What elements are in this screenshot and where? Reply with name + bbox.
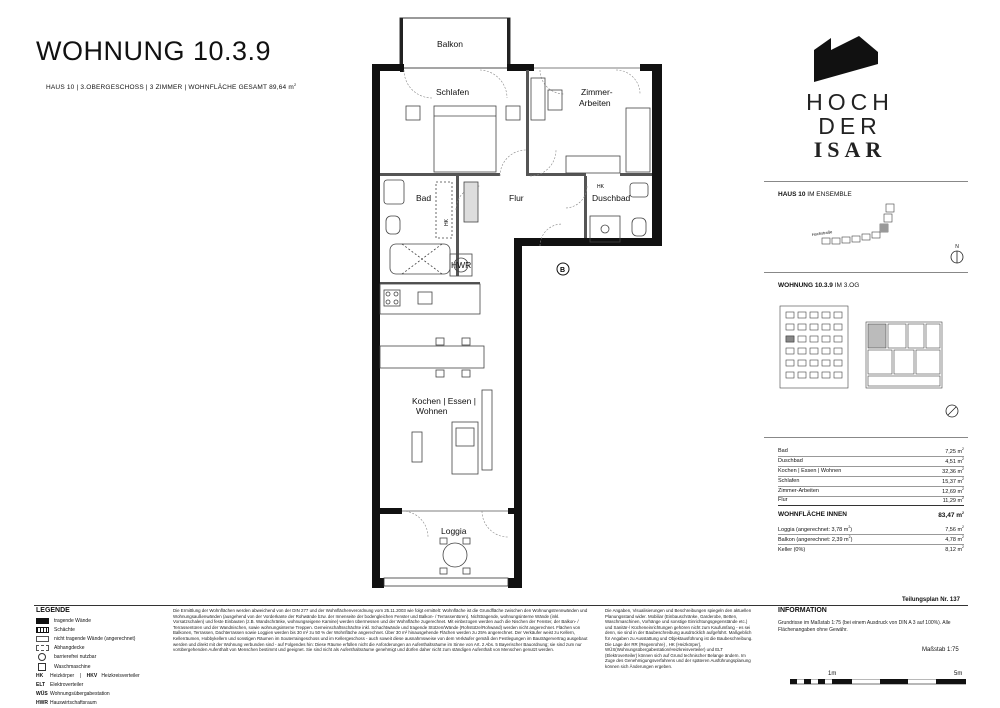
ensemble-heading: HAUS 10 IM ENSEMBLE bbox=[778, 191, 852, 198]
legend-item: nicht tragende Wände (angerechnet) bbox=[36, 634, 166, 643]
room-label-bad: Bad bbox=[416, 193, 432, 203]
area-row: Schlafen 15,37 $m^2$ bbox=[778, 476, 964, 487]
unit-subtitle: HAUS 10 | 3.OBERGESCHOSS | 3 ZIMMER | WOHNFLÄCHE GESAMT 89,64 $m^2$ bbox=[46, 82, 297, 92]
legend-item: HK Heizkörper | HKV Heizkreisverteiler bbox=[36, 672, 140, 679]
area-extra-row: Loggia (angerechnet: 3,78 $m^2$) 7,56 $m^2$ bbox=[778, 524, 964, 535]
room-label-kochen-1: Kochen | Essen | bbox=[412, 396, 476, 406]
room-label-balkon: Balkon bbox=[437, 39, 463, 49]
washing-machine-icon bbox=[38, 663, 46, 671]
area-row: Bad 7,25 $m^2$ bbox=[778, 446, 964, 457]
room-label-loggia: Loggia bbox=[441, 526, 467, 536]
scale-5m: 5m bbox=[954, 671, 963, 677]
load-bearing-walls bbox=[372, 64, 662, 588]
area-extra-row: Keller (0%) 8,12 $m^2$ bbox=[778, 545, 964, 553]
logo-text-der: DER bbox=[818, 113, 882, 139]
divider-1 bbox=[764, 181, 968, 182]
compass-icon bbox=[950, 250, 964, 264]
room-label-zimmer-2: Arbeiten bbox=[579, 98, 611, 108]
north-label: N bbox=[955, 244, 959, 250]
disclaimer-note: Die Angaben, Visualisierungen und Beschreibungen spiegeln den aktuellen Planungsstand wider. Mobiliar (Einbauschränke, Garderobe, Betten, Waschmaschinen, Vorhänge und sonstige Einrichtungsgegenstände etc.) und Sanitär-/ Kücheneinrichtungen gehören nicht zum Kaufumfang - es sei denn, sie sind in der Baubeschreibung ausdrücklich aufgeführt. Maßgeblich für Angaben zu Ausstattung und Objektausführung ist die Baubeschreibung. Die Lage der RR (Regenrohre) , HK (Heizkörper), WÜS(Wohnungsübergabestation/Heizkreisverteiler) und ELT (Elektroverteiler) können sich auf Grund technischer Belange ändern. Im Zuge des Genehmigungsverfahrens und der späteren Ausführungsplanung können sich Änderungen ergeben. bbox=[605, 608, 753, 669]
legend-item: Abhangdecke bbox=[36, 644, 166, 653]
room-label-zimmer-1: Zimmer- bbox=[581, 87, 613, 97]
floorplan bbox=[360, 15, 670, 595]
legend-item: ELT Elektroverteiler bbox=[36, 681, 84, 688]
scale-1m: 1m bbox=[828, 671, 837, 677]
area-extra-row: Balkon (angerechnet: 2,39 $m^2$) 4,78 $m^2$ bbox=[778, 534, 964, 545]
logo-mark-icon bbox=[798, 36, 898, 82]
logo-text-hoch: HOCH bbox=[806, 89, 894, 115]
legend-item: HWR Hauswirtschaftsraum bbox=[36, 700, 97, 707]
information-title: INFORMATION bbox=[778, 607, 827, 614]
page-title: WOHNUNG 10.3.9 bbox=[36, 36, 272, 66]
divider-2 bbox=[764, 272, 968, 273]
area-total: WOHNFLÄCHE INNEN 83,47 $m^2$ bbox=[778, 511, 964, 520]
legend-item: barrierefrei nutzbar bbox=[36, 653, 166, 662]
room-label-kochen-2: Wohnen bbox=[416, 406, 448, 416]
area-row: Kochen | Essen | Wohnen 32,36 $m^2$ bbox=[778, 466, 964, 477]
area-row: Duschbad 4,51 $m^2$ bbox=[778, 456, 964, 467]
area-row: Flur 11,29 $m^2$ bbox=[778, 495, 964, 506]
svg-text:Hochstraße: Hochstraße bbox=[811, 229, 833, 237]
scale-label: Maßstab 1:75 bbox=[922, 647, 959, 653]
loggia-table bbox=[440, 538, 470, 574]
ensemble-site-map bbox=[800, 196, 910, 256]
room-label-hwr: HWR bbox=[451, 260, 472, 270]
legend-item: WÜS Wohnungsübergabestation bbox=[36, 691, 110, 698]
building-overview bbox=[778, 304, 950, 390]
bed bbox=[406, 106, 520, 172]
compass-small-icon bbox=[944, 402, 962, 420]
hk-label-2: HK bbox=[444, 219, 450, 226]
north-arrow bbox=[950, 244, 964, 269]
legend-item: Waschmaschine bbox=[36, 662, 166, 671]
information-text: Grundrisse im Maßstab 1:75 (bei einem Ausdruck von DIN A 3 auf 100%). Alle Flächenangaben ohne Gewähr. bbox=[778, 620, 951, 633]
logo-text-isar: ISAR bbox=[813, 137, 887, 162]
hk-label-1: HK bbox=[597, 184, 604, 190]
area-calculation-note: Die Ermittlung der Wohnflächen werden abweichend von der DIN 277 und der Wohnflächenverordnung vom 25.11.2003 wie folgt ermittelt: Wohnfläche ist die Grundfläche zwischen den Wohnungstrennwänden und Wohnungsaußenwänden (ausgehend von der Vorderkante der Rohwände bzw. der Innenseite der bodengleichen Fenster und Balkon- / Terrassentüren). Nichttragende, wohnungsinterne Wände (inkl. Vorsatzschalen) und feste Einbauten (z.B. Wandschränke, wohnungseigene Kamine) werden übermessen und der Wohnfläche zugerechnet. Mit einbezogen werden auch die Nischen der Fenster, der Balkon- / Terrassentüren und der Wandnischen, sowie wohnungsinterne Treppen. Gemeinschaftsschächte inkl. Schachtwände und tragende Stützen/Wände (Rohstütze/Rohwand) werden nicht angerechnet. Flächen von Balkonen, Terrassen, Dachterrassen sowie Loggien werden bis 30 m² zu 50 % der Wohnfläche angerechnet. Über 30 m² hinausgehende Flächen werden zu 25% angerechnet. Der Verkäufer weist zu Kellern, Kellerräumen, Hobbykellern und sonstigen Räumen im Souterraingeschoss und im Kellergeschoss - auch soweit diese ausnahmsweise von dem Verkäufer gemäß den Festlegungen im Bauträgervertrag ausgebaut werden und direkt mit der Wohnung verbunden sind - auf Folgendes hin: Diese Räume erfüllen nicht die Anforderungen an Aufenthaltsräume im Sinne von Art. 2 Abs. 5 Bayerischer Bauordnung; sie sind zum nur vorübergehenden Aufenthalt von Menschen bestimmt und geeignet. Sie sind nicht als Aufenthaltsräume genehmigt und dürfen daher nicht zum ständigen Aufenthalt von Menschen genutzt werden. bbox=[173, 608, 588, 653]
dining-chairs bbox=[436, 338, 470, 377]
legend-title: LEGENDE bbox=[36, 607, 70, 614]
teilungsplan-number: Teilungsplan Nr. 137 bbox=[902, 597, 960, 603]
room-label-flur: Flur bbox=[509, 193, 524, 203]
room-label-schlafen: Schlafen bbox=[436, 87, 470, 97]
legend-item: tragende Wände bbox=[36, 616, 166, 625]
scale-bar bbox=[790, 679, 966, 685]
accessible-icon bbox=[38, 653, 46, 661]
kitchen bbox=[380, 284, 484, 368]
divider-3 bbox=[764, 437, 968, 438]
stair-b-label: B bbox=[560, 267, 566, 274]
legend bbox=[36, 616, 166, 708]
legend-item: Schächte bbox=[36, 625, 166, 634]
area-row: Zimmer-Arbeiten 12,69 $m^2$ bbox=[778, 486, 964, 497]
footer-divider bbox=[34, 605, 968, 606]
logo bbox=[800, 36, 900, 162]
room-label-duschbad: Duschbad bbox=[592, 193, 631, 203]
unit-heading: WOHNUNG 10.3.9 IM 3.OG bbox=[778, 282, 860, 289]
